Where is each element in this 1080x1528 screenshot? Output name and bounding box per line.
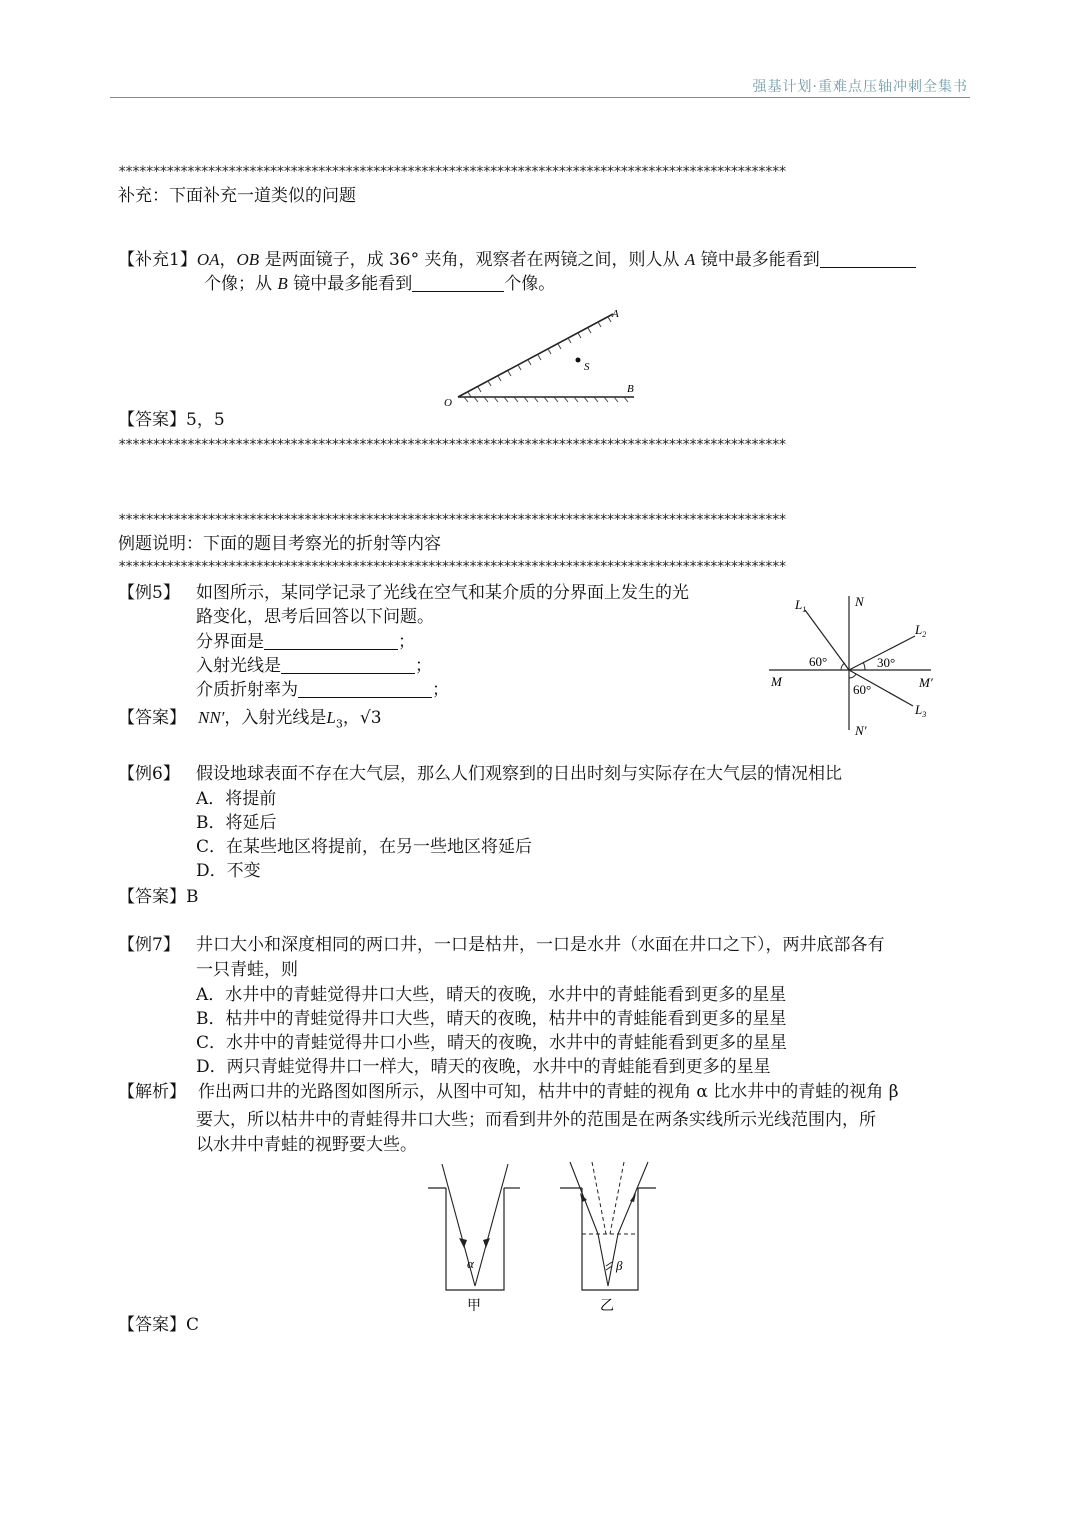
text: ；: [432, 680, 449, 700]
answer-sub: 3: [335, 717, 343, 731]
supplement-tag: 【补充1】: [118, 250, 197, 270]
text: 入射光线是: [196, 656, 281, 676]
ex6-stem: [118, 762, 842, 786]
ex7-tag: 【例7】: [118, 935, 180, 955]
label-a: A: [612, 308, 619, 320]
ex7-analysis-line1: [118, 1080, 899, 1104]
supplement-question-line1: [118, 248, 916, 272]
text: ；: [415, 656, 432, 676]
ex7-answer: [118, 1313, 199, 1337]
ex6-option-a[interactable]: A．将提前: [196, 789, 277, 809]
label-m: M: [771, 674, 782, 689]
ex7-line2: 一只青蛙，则: [196, 960, 298, 980]
mirror-diagram: [438, 302, 643, 412]
ex5-q1: [196, 630, 415, 654]
angle-arc: [863, 662, 865, 670]
text: 分界面是: [196, 632, 264, 652]
label-n-prime: N′: [855, 723, 867, 738]
answer-blank[interactable]: [820, 249, 916, 268]
answer-tag: 【答案】: [118, 1315, 186, 1335]
ex7-analysis-line2: 要大，所以枯井中的青蛙得井口大些；而看到井外的范围是在两条实线所示光线范围内，所: [196, 1110, 876, 1130]
arrow-head: [580, 1193, 587, 1202]
ex7-line1: [118, 933, 885, 957]
answer-l: L: [326, 708, 336, 727]
answer-tag: 【答案】: [118, 410, 186, 430]
header-title: 强基计划·重难点压轴冲刺全集书: [752, 79, 968, 95]
var-b: B: [277, 274, 288, 293]
answer-blank[interactable]: [412, 273, 504, 292]
text: 镜中最多能看到: [695, 250, 820, 270]
refraction-diagram: [765, 590, 940, 740]
answer-value: 5，5: [186, 410, 225, 430]
answer-blank[interactable]: [298, 679, 432, 698]
text: 个像。: [504, 274, 556, 294]
ex5-q3: [196, 678, 449, 702]
supplement-answer: [118, 408, 225, 432]
angle-60-top: 60°: [809, 654, 828, 669]
header-divider: [110, 97, 970, 98]
ex6-tag: 【例6】: [118, 764, 180, 784]
star-divider: *************************************************************************************************: [118, 512, 786, 528]
text: ，: [342, 708, 360, 728]
dashed-ray: [610, 1162, 624, 1234]
label-beta: β: [616, 1258, 623, 1273]
answer-tag: 【答案】: [118, 887, 186, 907]
text: ，: [219, 250, 237, 270]
arrow-head: [483, 1238, 490, 1248]
text: 假设地球表面不存在大气层，那么人们观察到的日出时刻与实际存在大气层的情况相比: [196, 764, 842, 784]
dry-well-walls: [446, 1188, 504, 1290]
label-l3: $L_3$: [915, 702, 927, 719]
angle-mark: [606, 1262, 612, 1266]
angle-60-bottom: 60°: [853, 682, 872, 697]
observer-point: [576, 358, 581, 363]
light-ray: [598, 1234, 608, 1286]
star-divider: *************************************************************************************************: [118, 437, 786, 453]
text: 如图所示，某同学记录了光线在空气和某介质的分界面上发生的光: [196, 583, 689, 603]
answer-nn: NN′: [198, 708, 225, 727]
ex6-answer: [118, 885, 199, 909]
var-ob: OB: [236, 250, 260, 269]
mirror-a-hatch: [468, 317, 611, 397]
answer-tag: 【答案】: [118, 708, 186, 728]
ex6-option-b[interactable]: B．将延后: [196, 813, 277, 833]
well-diagram: [420, 1158, 660, 1318]
supplement-intro: 补充：下面补充一道类似的问题: [118, 186, 356, 206]
answer-value: B: [186, 887, 199, 907]
label-o: O: [444, 397, 452, 409]
star-divider: *************************************************************************************************: [118, 164, 786, 180]
label-m-prime: M′: [919, 675, 933, 690]
label-alpha: α: [467, 1256, 474, 1271]
ex7-option-c[interactable]: C．水井中的青蛙觉得井口小些，晴天的夜晚，水井中的青蛙能看到更多的星星: [196, 1033, 788, 1053]
light-ray: [475, 1164, 508, 1286]
section-note: 例题说明：下面的题目考察光的折射等内容: [118, 534, 441, 554]
analysis-tag: 【解析】: [118, 1082, 186, 1102]
angle-30: 30°: [877, 655, 896, 670]
ex7-option-b[interactable]: B．枯井中的青蛙觉得井口大些，晴天的夜晚，枯井中的青蛙能看到更多的星星: [196, 1009, 787, 1029]
ex7-option-d[interactable]: D．两只青蛙觉得井口一样大，晴天的夜晚，水井中的青蛙能看到更多的星星: [196, 1057, 771, 1077]
ex5-tag: 【例5】: [118, 583, 180, 603]
ex7-analysis-line3: 以水井中青蛙的视野要大些。: [196, 1135, 417, 1155]
text: 井口大小和深度相同的两口井，一口是枯井，一口是水井（水面在井口之下），两井底部各有: [196, 935, 885, 955]
answer-blank[interactable]: [281, 655, 415, 674]
answer-sqrt: √3: [359, 708, 382, 728]
label-n: N: [855, 594, 864, 609]
var-a: A: [684, 250, 696, 269]
var-oa: OA: [196, 250, 220, 269]
label-l1: $L_1$: [795, 597, 807, 614]
label-s: S: [584, 361, 590, 373]
arrow-head: [459, 1238, 467, 1248]
supplement-question-line2: [204, 272, 555, 296]
answer-blank[interactable]: [264, 631, 398, 650]
ex6-option-c[interactable]: C．在某些地区将提前，在另一些地区将延后: [196, 837, 533, 857]
ex5-answer: [118, 706, 382, 736]
arrow-head: [630, 1193, 636, 1202]
answer-value: C: [186, 1315, 200, 1335]
ex5-line1: [118, 581, 689, 605]
ex7-option-a[interactable]: A．水井中的青蛙觉得井口大些，晴天的夜晚，水井中的青蛙能看到更多的星星: [196, 985, 787, 1005]
star-divider: *************************************************************************************************: [118, 559, 786, 575]
label-yi: 乙: [600, 1299, 614, 1314]
text: 是两面镜子，成 36° 夹角，观察者在两镜之间，则人从: [259, 250, 685, 270]
ex5-q2: [196, 654, 432, 678]
label-l2: $L_2$: [915, 622, 927, 639]
text: 个像；从: [204, 274, 278, 294]
text: ，入射光线是: [224, 708, 327, 728]
text: 介质折射率为: [196, 680, 298, 700]
ex6-option-d[interactable]: D．不变: [196, 861, 261, 881]
ex5-line2: 路变化，思考后回答以下问题。: [196, 607, 434, 627]
label-b: B: [627, 383, 634, 395]
label-jia: 甲: [467, 1299, 481, 1314]
text: 镜中最多能看到: [287, 274, 413, 294]
angle-arc: [849, 674, 856, 678]
mirror-a-line: [458, 314, 613, 397]
text: ；: [398, 632, 415, 652]
text: 作出两口井的光路图如图所示，从图中可知，枯井中的青蛙的视角 α 比水井中的青蛙的视角 β: [198, 1082, 899, 1102]
